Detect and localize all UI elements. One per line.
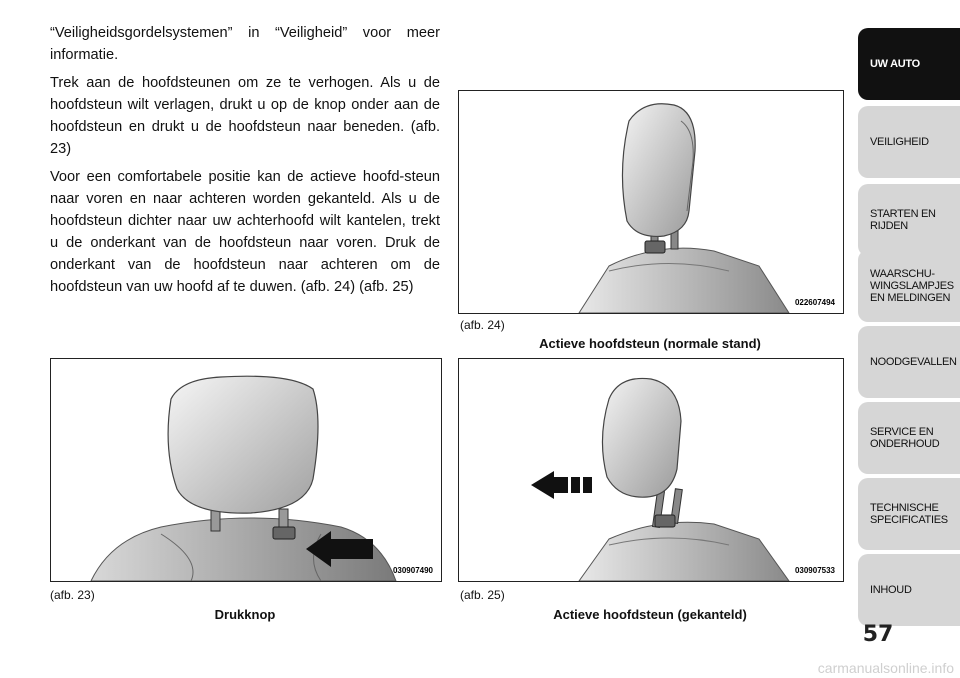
- tab-inhoud[interactable]: [858, 554, 960, 626]
- tab-service-en-onderhoud[interactable]: [858, 402, 960, 474]
- watermark: carmanualsonline.info: [817, 660, 954, 676]
- figure-25: [458, 358, 844, 582]
- figure-25-code: 030907533: [794, 566, 835, 575]
- figure-25-ref: (afb. 25): [460, 588, 505, 602]
- headrest-tilted-illustration: [459, 359, 843, 581]
- figure-23: [50, 358, 442, 582]
- tab-label: STARTEN EN RIJDEN: [870, 208, 936, 232]
- tab-technische-specificaties[interactable]: [858, 478, 960, 550]
- paragraph-3: Voor een comfortabele positie kan de actieve hoofd-steun naar voren en naar achteren worden gekanteld. Als u de hoofdsteun dichter naar uw achterhoofd wilt kantelen, trekt u de onderkant van de hoofdsteun naar voren. Druk de onderkant van de hoofdsteun naar achteren om de hoofdsteun van uw hoofd af te duwen. (afb. 24) (afb. 25): [50, 169, 440, 295]
- figure-24-code: 022607494: [794, 298, 835, 307]
- figure-23-caption: Drukknop: [214, 607, 276, 622]
- headrest-normal-illustration: [459, 91, 843, 313]
- tab-label: INHOUD: [870, 584, 912, 596]
- tilt-arrow-icon: [531, 471, 554, 499]
- figure-23-code: 030907490: [392, 566, 433, 575]
- tab-label: SERVICE EN ONDERHOUD: [870, 426, 940, 450]
- tab-label: TECHNISCHE SPECIFICATIES: [870, 502, 948, 526]
- tab-starten-en-rijden[interactable]: [858, 184, 960, 256]
- body-text: [50, 22, 440, 304]
- paragraph-2: Trek aan de hoofdsteunen om ze te verhogen. Als u de hoofdsteun wilt verlagen, drukt u op de knop onder aan de hoofdsteun en drukt u de hoofdsteun naar beneden. (afb. 23): [50, 75, 440, 157]
- headrest-button-illustration: [51, 359, 441, 581]
- figure-24: [458, 90, 844, 314]
- figure-25-caption: Actieve hoofdsteun (gekanteld): [553, 607, 747, 622]
- tab-waarschuwingslampjes[interactable]: [858, 250, 960, 322]
- figure-24-ref: (afb. 24): [460, 318, 505, 332]
- paragraph-1: “Veiligheidsgordelsystemen” in “Veiligheid” voor meer informatie.: [50, 25, 440, 63]
- tab-label: VEILIGHEID: [870, 136, 929, 148]
- tab-label: NOODGEVALLEN: [870, 356, 957, 368]
- tab-uw-auto[interactable]: [858, 28, 960, 100]
- tab-label: WAARSCHU- WINGSLAMPJES EN MELDINGEN: [870, 268, 954, 304]
- tab-noodgevallen[interactable]: [858, 326, 960, 398]
- figure-23-ref: (afb. 23): [50, 588, 95, 602]
- figure-24-caption: Actieve hoofdsteun (normale stand): [539, 336, 761, 351]
- page-number: 57: [862, 622, 894, 647]
- tab-label: UW AUTO: [870, 58, 920, 70]
- tab-veiligheid[interactable]: [858, 106, 960, 178]
